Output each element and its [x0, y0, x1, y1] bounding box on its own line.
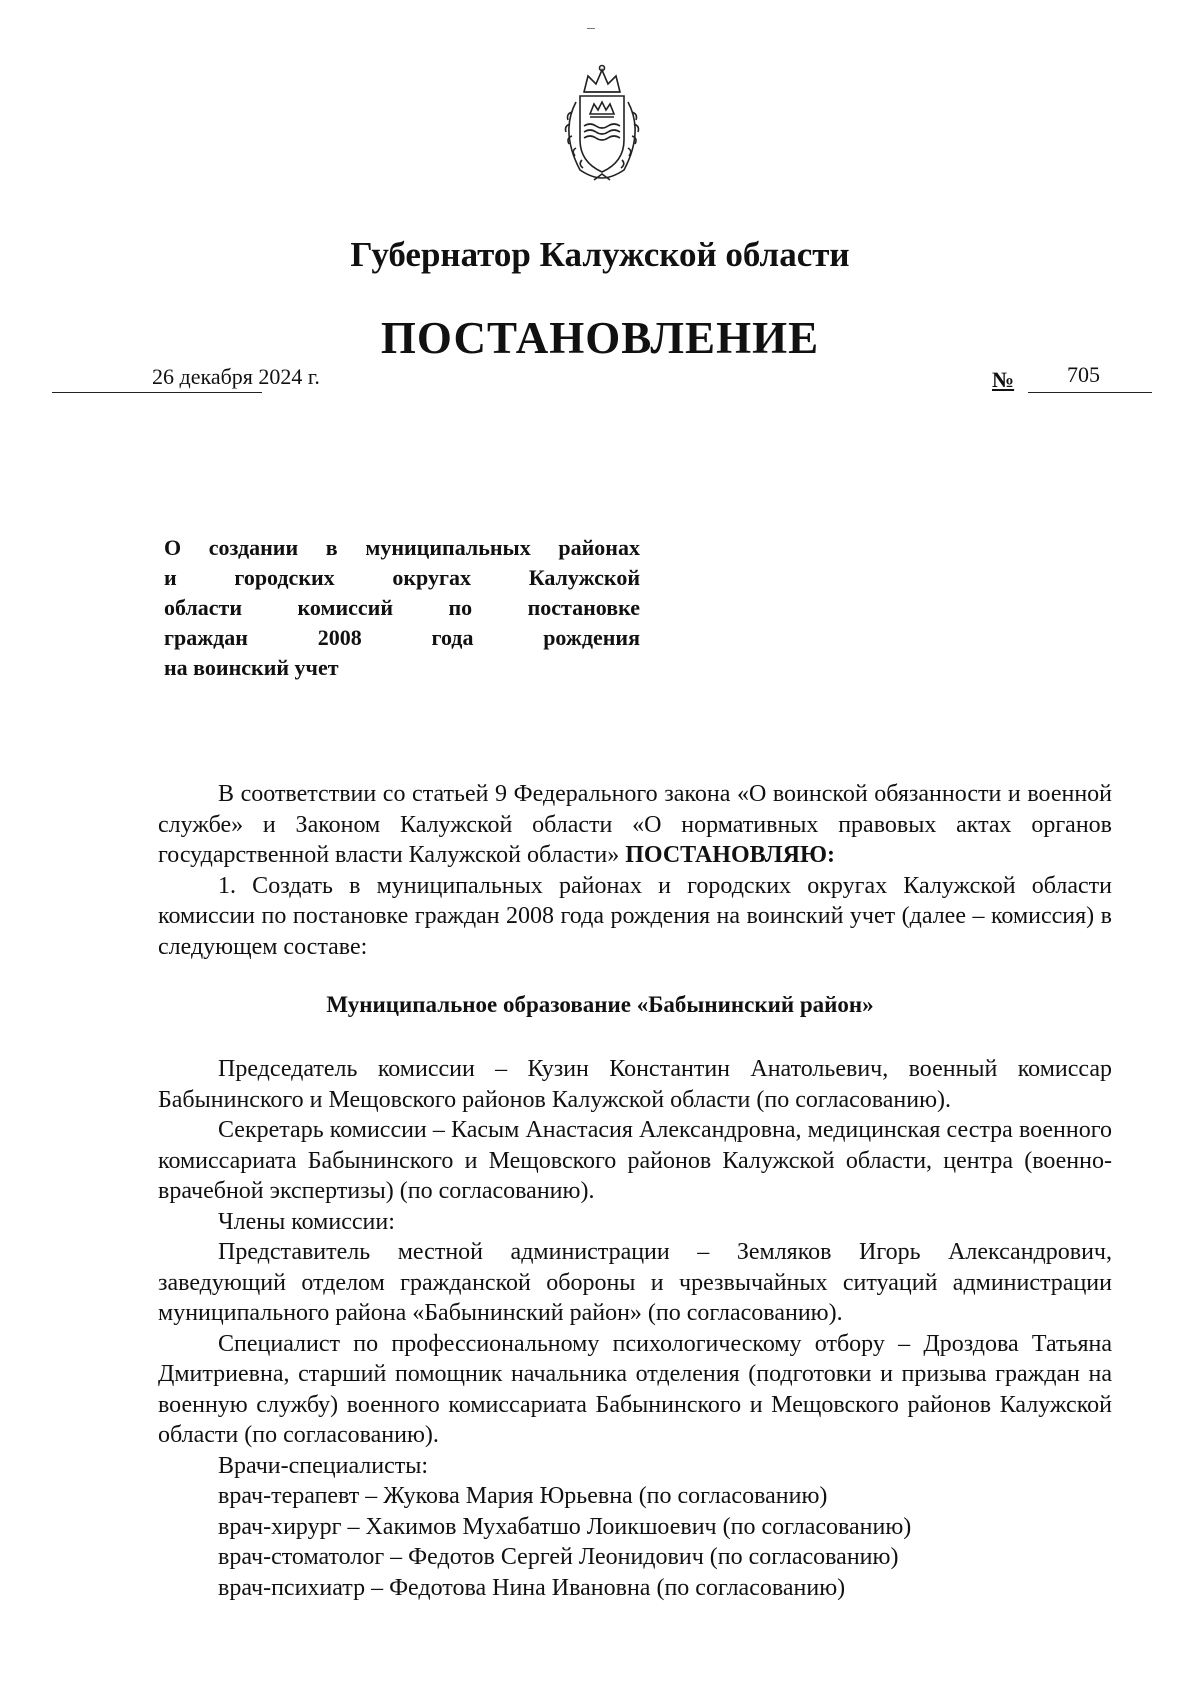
coat-of-arms-icon [540, 62, 664, 186]
number-underline [1028, 392, 1152, 393]
preamble-block [158, 779, 1112, 962]
authority-title: Губернатор Калужской области [350, 235, 850, 274]
document-subject [164, 533, 640, 683]
doctors-label: Врачи-специалисты: [218, 1452, 429, 1479]
subject-line: на воинский учет [164, 655, 339, 680]
subject-line: области комиссий по постановке [164, 595, 640, 620]
members-label: Члены комиссии: [218, 1208, 395, 1235]
number-sign: № [992, 367, 1015, 392]
subject-line: и городских округах Калужской [164, 565, 640, 590]
commission-composition [158, 1054, 1112, 1603]
document-type: ПОСТАНОВЛЕНИЕ [380, 313, 820, 363]
document-number: 705 [1067, 362, 1100, 387]
subject-line: граждан 2008 года рождения [164, 625, 640, 650]
secretary-paragraph: Секретарь комиссии – Касым Анастасия Александровна, медицинская сестра военного комиссариата Бабынинского и Мещовского районов Калужской области, центра (военно-врачебной экспертизы) (по согласованию). [158, 1117, 1112, 1204]
subject-line: О создании в муниципальных районах [164, 535, 640, 560]
date-underline [52, 392, 262, 393]
section-title: Муниципальное образование «Бабынинский район» [326, 992, 874, 1017]
doctor-list-item: врач-хирург – Хакимов Мухабатшо Лоикшоевич (по согласованию) [218, 1513, 912, 1540]
document-date: 26 декабря 2024 г. [152, 364, 320, 389]
doctor-list-item: врач-стоматолог – Федотов Сергей Леонидович (по согласованию) [218, 1544, 899, 1570]
resolve-word: ПОСТАНОВЛЯЮ: [625, 842, 835, 868]
scan-mark [587, 28, 595, 29]
doctor-list-item: врач-терапевт – Жукова Мария Юрьевна (по согласованию) [218, 1483, 828, 1509]
preamble-paragraph [158, 779, 1112, 871]
chair-paragraph: Председатель комиссии – Кузин Константин Анатольевич, военный комиссар Бабынинского и Мещовского районов Калужской области (по согласованию). [158, 1056, 1112, 1113]
admin-rep-paragraph: Представитель местной администрации – Земляков Игорь Александрович, заведующий отделом гражданской обороны и чрезвычайных ситуаций администрации муниципального района «Бабынинский район» (по согласованию). [158, 1239, 1112, 1326]
item-1-paragraph: 1. Создать в муниципальных районах и городских округах Калужской области комиссии по постановке граждан 2008 года рождения на воинский учет (далее – комиссия) в следующем составе: [158, 872, 1112, 960]
psychologist-paragraph: Специалист по профессиональному психологическому отбору – Дроздова Татьяна Дмитриевна, старший помощник начальника отделения (подготовки и призыва граждан на военную службу) военного комиссариата Бабынинского и Мещовского районов Калужской области (по согласованию). [158, 1330, 1112, 1448]
preamble-text: В соответствии со статьей 9 Федерального закона «О воинской обязанности и военной службе» и Законом Калужской области «О нормативных правовых актах органов государственной власти Калужской области» [158, 781, 1112, 868]
doctor-list-item: врач-психиатр – Федотова Нина Ивановна (по согласованию) [218, 1574, 846, 1601]
